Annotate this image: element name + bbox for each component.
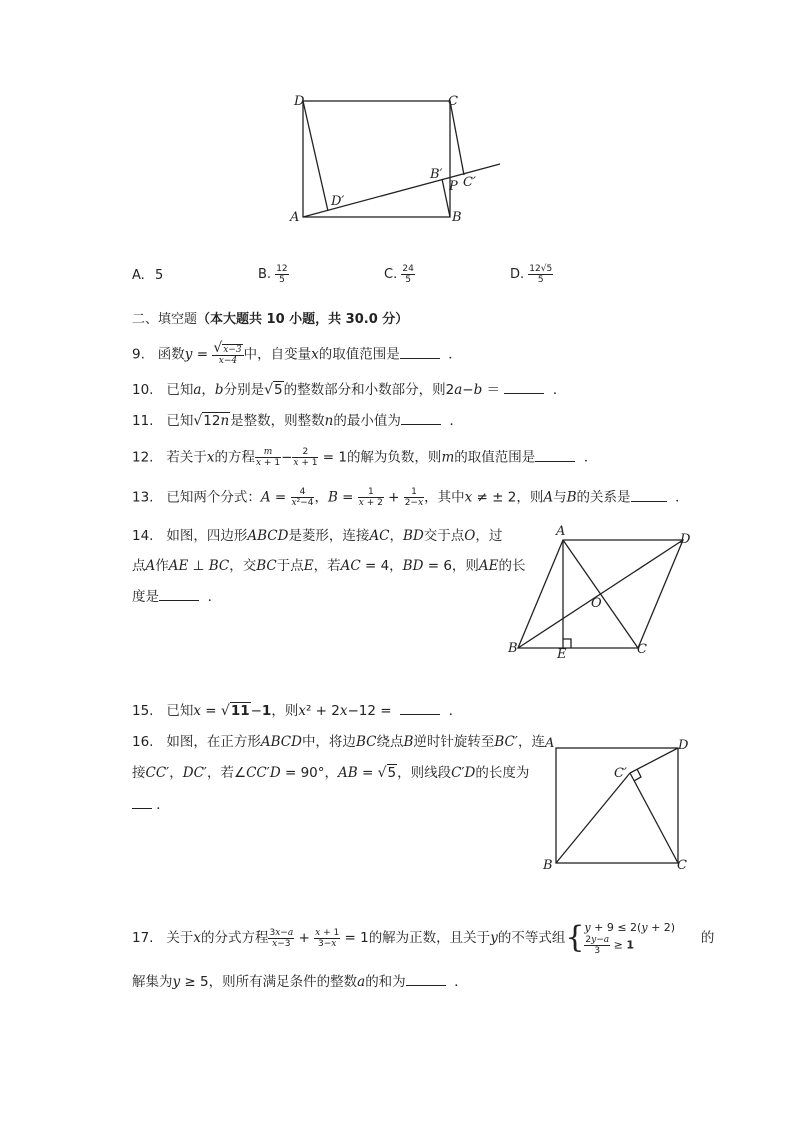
q14-l2-b: 作 [155, 558, 169, 574]
question-12: 12. 若关于x的方程 $\frac{m}{x + 1}$ − $\frac{2}{x + 1}$ = 1的解为负数，则m的取值范围是 ． [132, 447, 598, 468]
option-b-letter: B. [258, 267, 272, 282]
q13-end: ． [675, 489, 689, 506]
q9-fraction: $\frac{√x-3}{x-4}$ [213, 340, 242, 366]
option-d-den: 5 [537, 275, 544, 285]
label-a: A [290, 210, 300, 225]
rhombus-figure [505, 525, 700, 665]
q16-l1-a: 如图，在正方形 [166, 734, 261, 750]
q12-text-a: 若关于 [166, 449, 207, 466]
segment-c-prime-c [630, 773, 678, 863]
option-a-letter: A. [132, 268, 145, 283]
option-c-den: 5 [405, 275, 411, 285]
fig16-label-c-prime: C′ [614, 766, 627, 781]
square-figure [540, 735, 700, 875]
q14-end: ． [207, 589, 222, 605]
question-10: 10. 已知a，b分别是√5的整数部分和小数部分，则2a−b ＝ ． [132, 382, 567, 398]
q11-answer-blank[interactable] [401, 411, 441, 425]
diagonal-bd [518, 540, 683, 648]
q14-l2-g: ，则 [451, 558, 479, 574]
q9-number: 9. [132, 346, 145, 363]
q13-number: 13. [132, 489, 154, 506]
option-a-value: 5 [154, 268, 164, 283]
q17-text-e: 的 [700, 930, 715, 946]
question-14-line1: 14. 如图，四边形ABCD是菱形，连接AC，BD交于点O，过 [132, 528, 503, 544]
q14-l3: 度是 [132, 589, 159, 605]
q17-text-b: 的分式方程 [200, 930, 269, 946]
question-11: 11. 已知√12n是整数，则整数n的最小值为 ． [132, 413, 463, 429]
q9-text-c: 的取值范围是 [318, 346, 400, 363]
q12-end: ． [583, 449, 598, 466]
segment-bc-prime [556, 773, 630, 863]
q15-text-b: ，则 [271, 703, 299, 719]
q11-text-c: 的最小值为 [333, 413, 401, 429]
q9-end: ． [448, 346, 462, 363]
q16-l2-c: ， [324, 765, 338, 781]
q17-text-d: 的不等式组 [497, 930, 566, 946]
option-b [258, 264, 289, 285]
q14-l1-d: 交于点 [423, 528, 465, 544]
option-d [510, 264, 553, 285]
q13-text-d: 与 [553, 489, 567, 506]
option-b-den: 5 [279, 275, 285, 285]
fig14-label-b: B [508, 641, 518, 656]
label-d: D [294, 94, 305, 109]
q9-text-b: 中，自变量 [243, 346, 312, 363]
q11-number: 11. [132, 413, 154, 429]
q16-end: ． [156, 797, 170, 813]
q10-text-d: 的整数部分和小数部分，则 [283, 382, 446, 398]
q17-inequality-system: y + 9 ≤ 2(y + 2) $\frac{2y-a}{3}$ ≥ 1 [584, 920, 676, 956]
fig16-label-a: A [545, 736, 555, 751]
q17-l2-b: ，则所有满足条件的整数 [208, 974, 358, 990]
q10-text-e: ＝ [486, 382, 501, 398]
q15-text-a: 已知 [166, 703, 194, 719]
q16-number: 16. [132, 734, 154, 750]
q12-answer-blank[interactable] [535, 448, 575, 462]
q16-l2-e: 的长度为 [475, 765, 530, 781]
rectangle-figure [280, 88, 520, 233]
q12-number: 12. [132, 449, 154, 466]
segment-cc [450, 101, 464, 175]
q13-text-e: 的关系是 [576, 489, 631, 506]
q17-text-c: 的解为正数，且关于 [368, 930, 491, 946]
q12-text-d: 的取值范围是 [454, 449, 536, 466]
q10-text-c: 分别是 [223, 382, 265, 398]
option-b-num: 12 [276, 264, 288, 274]
q14-number: 14. [132, 528, 154, 544]
q13-text-b: ，其中 [424, 489, 465, 506]
option-a [132, 268, 163, 283]
label-d-prime: D′ [331, 194, 345, 209]
q10-text-a: 已知 [166, 382, 194, 398]
q14-l2-c: ，交 [229, 558, 257, 574]
q17-text-a: 关于 [166, 930, 194, 946]
q15-answer-blank[interactable] [400, 701, 440, 715]
question-16-line1: 16. 如图，在正方形ABCD中，将边BC绕点B逆时针旋转至BC′，连 [132, 734, 545, 750]
q12-text-c: 的解为负数，则 [346, 449, 442, 466]
question-14-line3 [132, 587, 221, 607]
q14-l1-a: 如图，四边形 [166, 528, 248, 544]
q14-l1-e: ，过 [475, 528, 503, 544]
question-14-line2: 点A作AE ⊥ BC，交BC于点E，若AC = 4，BD = 6，则AE的长 [132, 558, 526, 574]
question-13: 13. 已知两个分式：A = $\frac{4}{\text{x²−4}}$ ，B = $\frac{1}{x + 2}$ + $\frac{1}{2-x}$ ，其中x ≠ ± 2，则A与B的关系是 ． [132, 487, 689, 508]
q12-text-b: 的方程 [214, 449, 255, 466]
q14-l2-d: 于点 [276, 558, 304, 574]
q14-l1-c: ， [389, 528, 404, 544]
q11-end: ． [449, 413, 463, 429]
q16-l2-b: ，若 [206, 765, 234, 781]
fig16-label-d: D [678, 738, 689, 753]
q9-text-a: 函数 [157, 346, 185, 363]
q17-l2-a: 解集为 [132, 974, 173, 990]
fig16-label-c: C [677, 858, 687, 873]
q13-answer-blank[interactable] [631, 488, 667, 502]
q17-l2-c: 的和为 [365, 974, 406, 990]
segment-dd [303, 101, 328, 211]
fig14-label-d: D [680, 532, 691, 547]
q17-number: 17. [132, 930, 154, 946]
q16-l1-b: 中，将边 [301, 734, 356, 750]
label-b-prime: B′ [430, 167, 443, 182]
q16-answer-blank[interactable] [132, 795, 152, 809]
fig14-label-o: O [591, 596, 602, 611]
question-17-line1: 17. 关于x的分式方程 $\frac{3x-a}{x-3}$ + $\frac{x + 1}{3-x}$ = 1的解为正数，且关于y的不等式组{ y + 9 ≤ 2(y + 2) $\frac{2y-a}{3}$ ≥ 1 的 [132, 920, 715, 956]
section-header [132, 308, 408, 327]
q11-text-b: 是整数，则整数 [230, 413, 325, 429]
label-b: B [452, 210, 462, 225]
question-16-line3 [132, 795, 170, 815]
q10-end: ． [552, 382, 567, 398]
question-16-line2: 接CC′，DC′，若∠CC′D = 90°，AB = √5，则线段C′D的长度为 [132, 765, 530, 781]
q14-l2-a: 点 [132, 558, 146, 574]
option-d-letter: D. [510, 267, 525, 282]
label-p: P [449, 179, 458, 194]
section-info: （本大题共 10 小题，共 30.0 分） [197, 312, 409, 327]
option-d-num: 12√5 [529, 264, 553, 274]
option-c-letter: C. [384, 267, 398, 282]
question-15: 15. 已知x = √11−1，则x² + 2x−12 = ． [132, 703, 463, 719]
option-c [384, 264, 415, 285]
q16-l2-a: 接 [132, 765, 146, 781]
q16-l2-d: ，则线段 [397, 765, 452, 781]
q14-l1-b: 是菱形，连接 [288, 528, 370, 544]
q14-l2-h: 的长 [498, 558, 526, 574]
q16-l1-e: ，连 [517, 734, 545, 750]
q10-text-b: ， [201, 382, 215, 398]
q15-end: ． [448, 703, 463, 719]
q13-text-a: 已知两个分式： [166, 489, 261, 506]
option-c-num: 24 [402, 264, 414, 274]
q17-answer-blank[interactable] [406, 972, 446, 986]
q9-answer-blank[interactable] [400, 345, 440, 359]
question-17-line2: 解集为y ≥ 5，则所有满足条件的整数a的和为 ． [132, 974, 468, 990]
line-ap [303, 164, 500, 217]
q16-l1-c: 绕点 [376, 734, 404, 750]
q10-answer-blank[interactable] [504, 380, 544, 394]
fig14-label-c: C [637, 642, 647, 657]
label-c-prime: C′ [463, 175, 476, 190]
q14-l2-f: ， [389, 558, 403, 574]
section-title: 二、填空题 [132, 312, 198, 327]
q11-text-a: 已知 [166, 413, 194, 429]
q10-number: 10. [132, 382, 154, 398]
question-9: 9. 函数y = $\frac{√x-3}{x-4}$ 中，自变量x的取值范围是 ． [132, 340, 462, 366]
fig16-label-b: B [543, 858, 553, 873]
q14-answer-blank[interactable] [159, 587, 199, 601]
q14-l2-e: ，若 [313, 558, 341, 574]
q13-text-c: ，则 [516, 489, 544, 506]
q16-l1-d: 逆时针旋转至 [413, 734, 495, 750]
fig14-label-a: A [556, 524, 566, 539]
fig14-label-e: E [557, 647, 567, 662]
q15-number: 15. [132, 703, 154, 719]
label-c: C [448, 94, 458, 109]
q17-end: ． [454, 974, 468, 990]
